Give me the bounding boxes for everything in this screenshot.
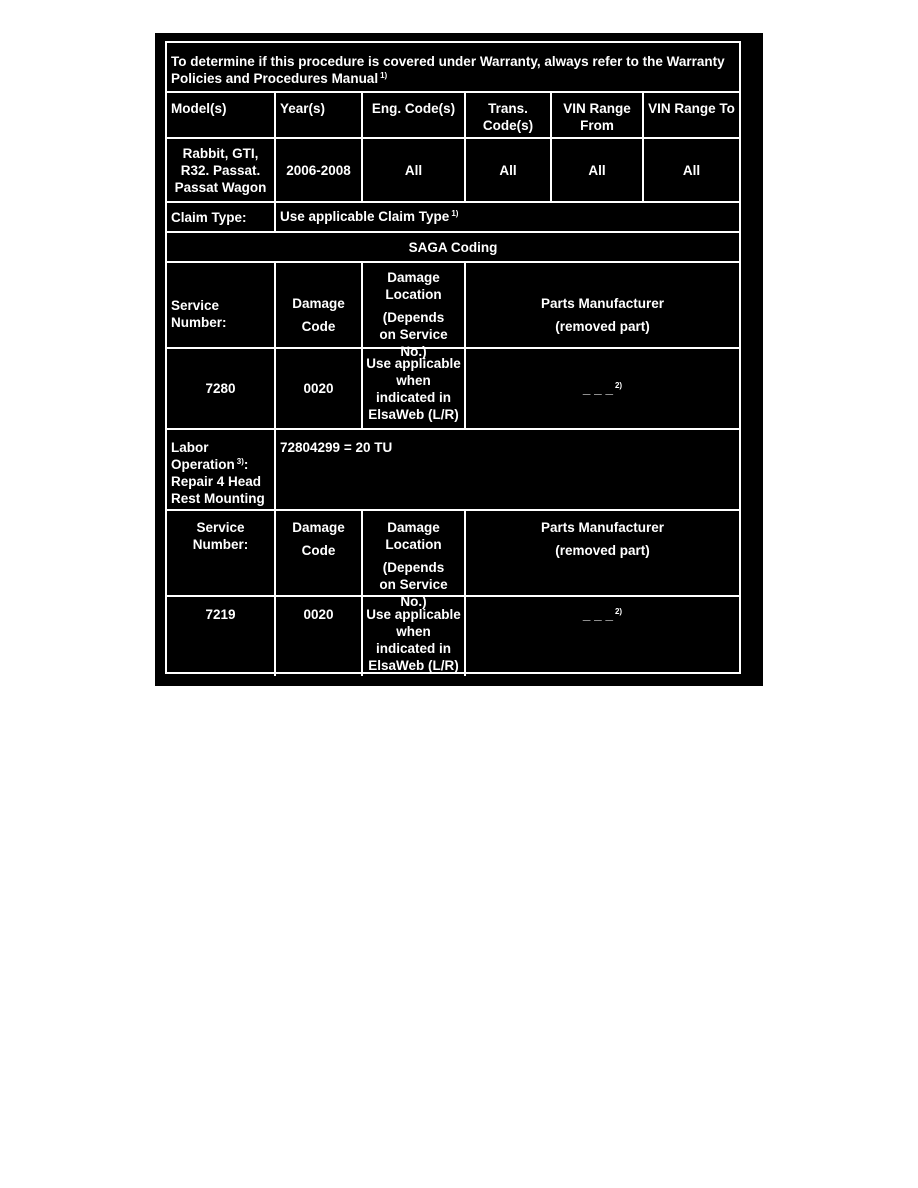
- footnote-ref: 2): [614, 381, 623, 390]
- row-divider: [167, 428, 739, 430]
- row-divider: [167, 91, 739, 93]
- saga-2-header-service-number: Service Number:: [192, 520, 249, 552]
- saga-1-damage-location: [363, 349, 464, 428]
- col-header-vin-to: VIN Range To: [648, 101, 735, 116]
- saga-coding-title: SAGA Coding: [408, 239, 498, 255]
- vehicle-vin-to: All: [682, 162, 701, 178]
- labor-label-part2: : Repair 4 Head Rest Mounting: [171, 457, 265, 506]
- saga-header-parts-manufacturer: [466, 295, 739, 335]
- saga-2-header-damage-code: [276, 519, 361, 559]
- saga-2-damage-location-text: Use applicable when indicated in ElsaWeb (L/R): [366, 607, 461, 673]
- labor-operation-label: [167, 439, 274, 507]
- vehicle-vin-from: All: [588, 162, 606, 178]
- damage-code-line-2: Code: [301, 543, 336, 558]
- labor-operation-value: 72804299 = 20 TU: [280, 440, 393, 455]
- damage-code-line-1: Damage: [292, 520, 345, 535]
- claim-type-text: Use applicable Claim Type: [280, 209, 450, 224]
- saga-header-damage-code: [276, 295, 361, 335]
- saga-2-damage-location: [363, 606, 464, 674]
- row-divider: [167, 261, 739, 263]
- saga-2-parts-manufacturer: [466, 606, 739, 623]
- damage-location-label: Damage Location: [385, 270, 442, 302]
- removed-part-label: (removed part): [555, 543, 650, 558]
- vehicle-models-text: Rabbit, GTI, R32. Passat. Passat Wagon: [174, 145, 267, 195]
- saga-header-damage-location: [363, 269, 464, 360]
- saga-2-service-number: 7219: [205, 607, 236, 622]
- vehicle-models: [167, 139, 274, 201]
- saga-1-damage-location-text: Use applicable when indicated in ElsaWeb (L/R): [366, 355, 461, 422]
- depends-on-label: (Depends on Service No.): [379, 560, 448, 609]
- removed-part-label: (removed part): [555, 319, 650, 334]
- saga-header-service-number: Service Number:: [171, 298, 227, 330]
- warranty-table: [165, 41, 741, 674]
- saga-2-header-damage-location: [363, 519, 464, 610]
- saga-1-service-number: 7280: [205, 381, 236, 396]
- damage-code-line-2: Code: [301, 319, 336, 334]
- claim-type-value: [276, 203, 739, 231]
- col-header-models: Model(s): [171, 101, 227, 116]
- labor-label-part1: Labor Operation: [171, 440, 235, 472]
- damage-location-label: Damage Location: [385, 520, 442, 552]
- row-divider: [167, 509, 739, 511]
- claim-type-label: Claim Type:: [171, 209, 247, 225]
- saga-2-header-parts-manufacturer: [466, 519, 739, 559]
- vehicle-years: 2006-2008: [286, 162, 351, 178]
- parts-manufacturer-label: Parts Manufacturer: [540, 520, 665, 535]
- col-header-vin-from: VIN Range From: [563, 101, 631, 133]
- footnote-ref: 1): [380, 71, 388, 80]
- saga-1-damage-code: 0020: [303, 381, 334, 396]
- saga-2-damage-code: 0020: [303, 607, 334, 622]
- col-header-years: Year(s): [280, 101, 326, 116]
- footnote-ref: 2): [614, 607, 623, 616]
- saga-2-parts-text: _ _ _: [582, 607, 613, 622]
- col-header-eng-codes: Eng. Code(s): [371, 101, 456, 116]
- col-divider: [464, 261, 466, 428]
- footnote-ref: 3): [236, 457, 244, 466]
- vehicle-eng-codes: All: [404, 162, 423, 178]
- parts-manufacturer-label: Parts Manufacturer: [540, 296, 665, 311]
- damage-code-line-1: Damage: [292, 296, 345, 311]
- warranty-note-text: To determine if this procedure is covered under Warranty, always refer to the Warranty Policies and Procedures Manual: [171, 54, 725, 86]
- footnote-ref: 1): [451, 209, 459, 218]
- col-header-trans-codes: Trans. Code(s): [482, 101, 534, 133]
- warranty-note: [167, 53, 739, 91]
- vehicle-trans-codes: All: [499, 162, 517, 178]
- warranty-panel: [155, 33, 763, 686]
- saga-1-parts-manufacturer: [466, 380, 739, 397]
- saga-1-parts-text: _ _ _: [582, 381, 613, 396]
- depends-on-label: (Depends on Service No.): [379, 310, 448, 359]
